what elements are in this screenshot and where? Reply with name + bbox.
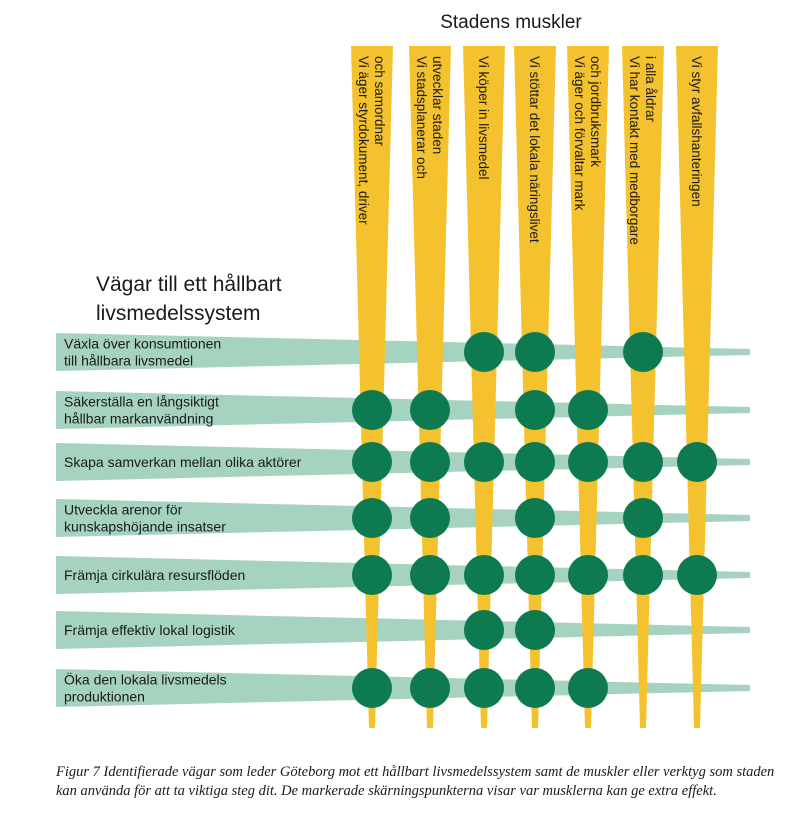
figure-caption: Figur 7 Identifierade vägar som leder Göteborg mot ett hållbart livsmedelssystem samt de muskler eller verktyg som staden kan använda för att ta viktiga steg dit. De markerade skärningspunkterna visar var musklerna kan ge extra effekt. [56,764,775,799]
rows-title-line-2: livsmedelssystem [96,302,261,325]
row-label: Skapa samverkan mellan olika aktörer [64,454,302,470]
row-label: Säkerställa en långsiktigt hållbar markanvändning [64,393,219,427]
intersection-dot [515,442,555,482]
intersection-dot [515,332,555,372]
intersection-dot [515,498,555,538]
column-label: Vi stadsplanerar ochutvecklar staden [414,56,445,179]
column-label: Vi styr avfallshanteringen [689,56,704,207]
intersection-dot [410,498,450,538]
intersection-dot [410,555,450,595]
intersection-dot [464,332,504,372]
intersection-dot [568,668,608,708]
column-label: Vi äger och förvaltar markoch jordbruksmark [572,56,603,211]
intersection-dot [515,555,555,595]
column-label: Vi stöttar det lokala näringslivet [527,56,542,243]
intersection-dot [568,555,608,595]
column-label: Vi köper in livsmedel [476,56,491,180]
intersection-dot [464,668,504,708]
intersection-dot [568,442,608,482]
intersection-dot [352,390,392,430]
intersection-dot [515,390,555,430]
intersection-dot [464,555,504,595]
intersection-dot [352,555,392,595]
intersection-dot [410,442,450,482]
row-label: Utveckla arenor för kunskapshöjande insatser [64,501,226,535]
intersection-dot [677,442,717,482]
row-label: Främja cirkulära resursflöden [64,567,246,583]
column-label: Vi har kontakt med medborgarei alla åldrar [627,56,658,245]
row-label: Främja effektiv lokal logistik [64,622,235,638]
row-label: Öka den lokala livsmedels produktionen [64,671,227,705]
intersection-dot [623,498,663,538]
intersection-dot [410,390,450,430]
intersection-dot [623,332,663,372]
intersection-dot [515,610,555,650]
intersection-dot [568,390,608,430]
intersection-dot [464,610,504,650]
intersection-dot [352,442,392,482]
intersection-dot [515,668,555,708]
rows-title-line-1: Vägar till ett hållbart [96,273,282,296]
diagram-title: Stadens muskler [440,12,582,33]
intersection-dot [677,555,717,595]
column-label: Vi äger styrdokument, driveroch samordnar [356,56,387,225]
intersection-dot [464,442,504,482]
intersection-dot [623,442,663,482]
intersection-dot [623,555,663,595]
intersection-dot [352,498,392,538]
row-label: Växla över konsumtionen till hållbara livsmedel [64,335,222,369]
intersection-dot [410,668,450,708]
intersection-dot [352,668,392,708]
